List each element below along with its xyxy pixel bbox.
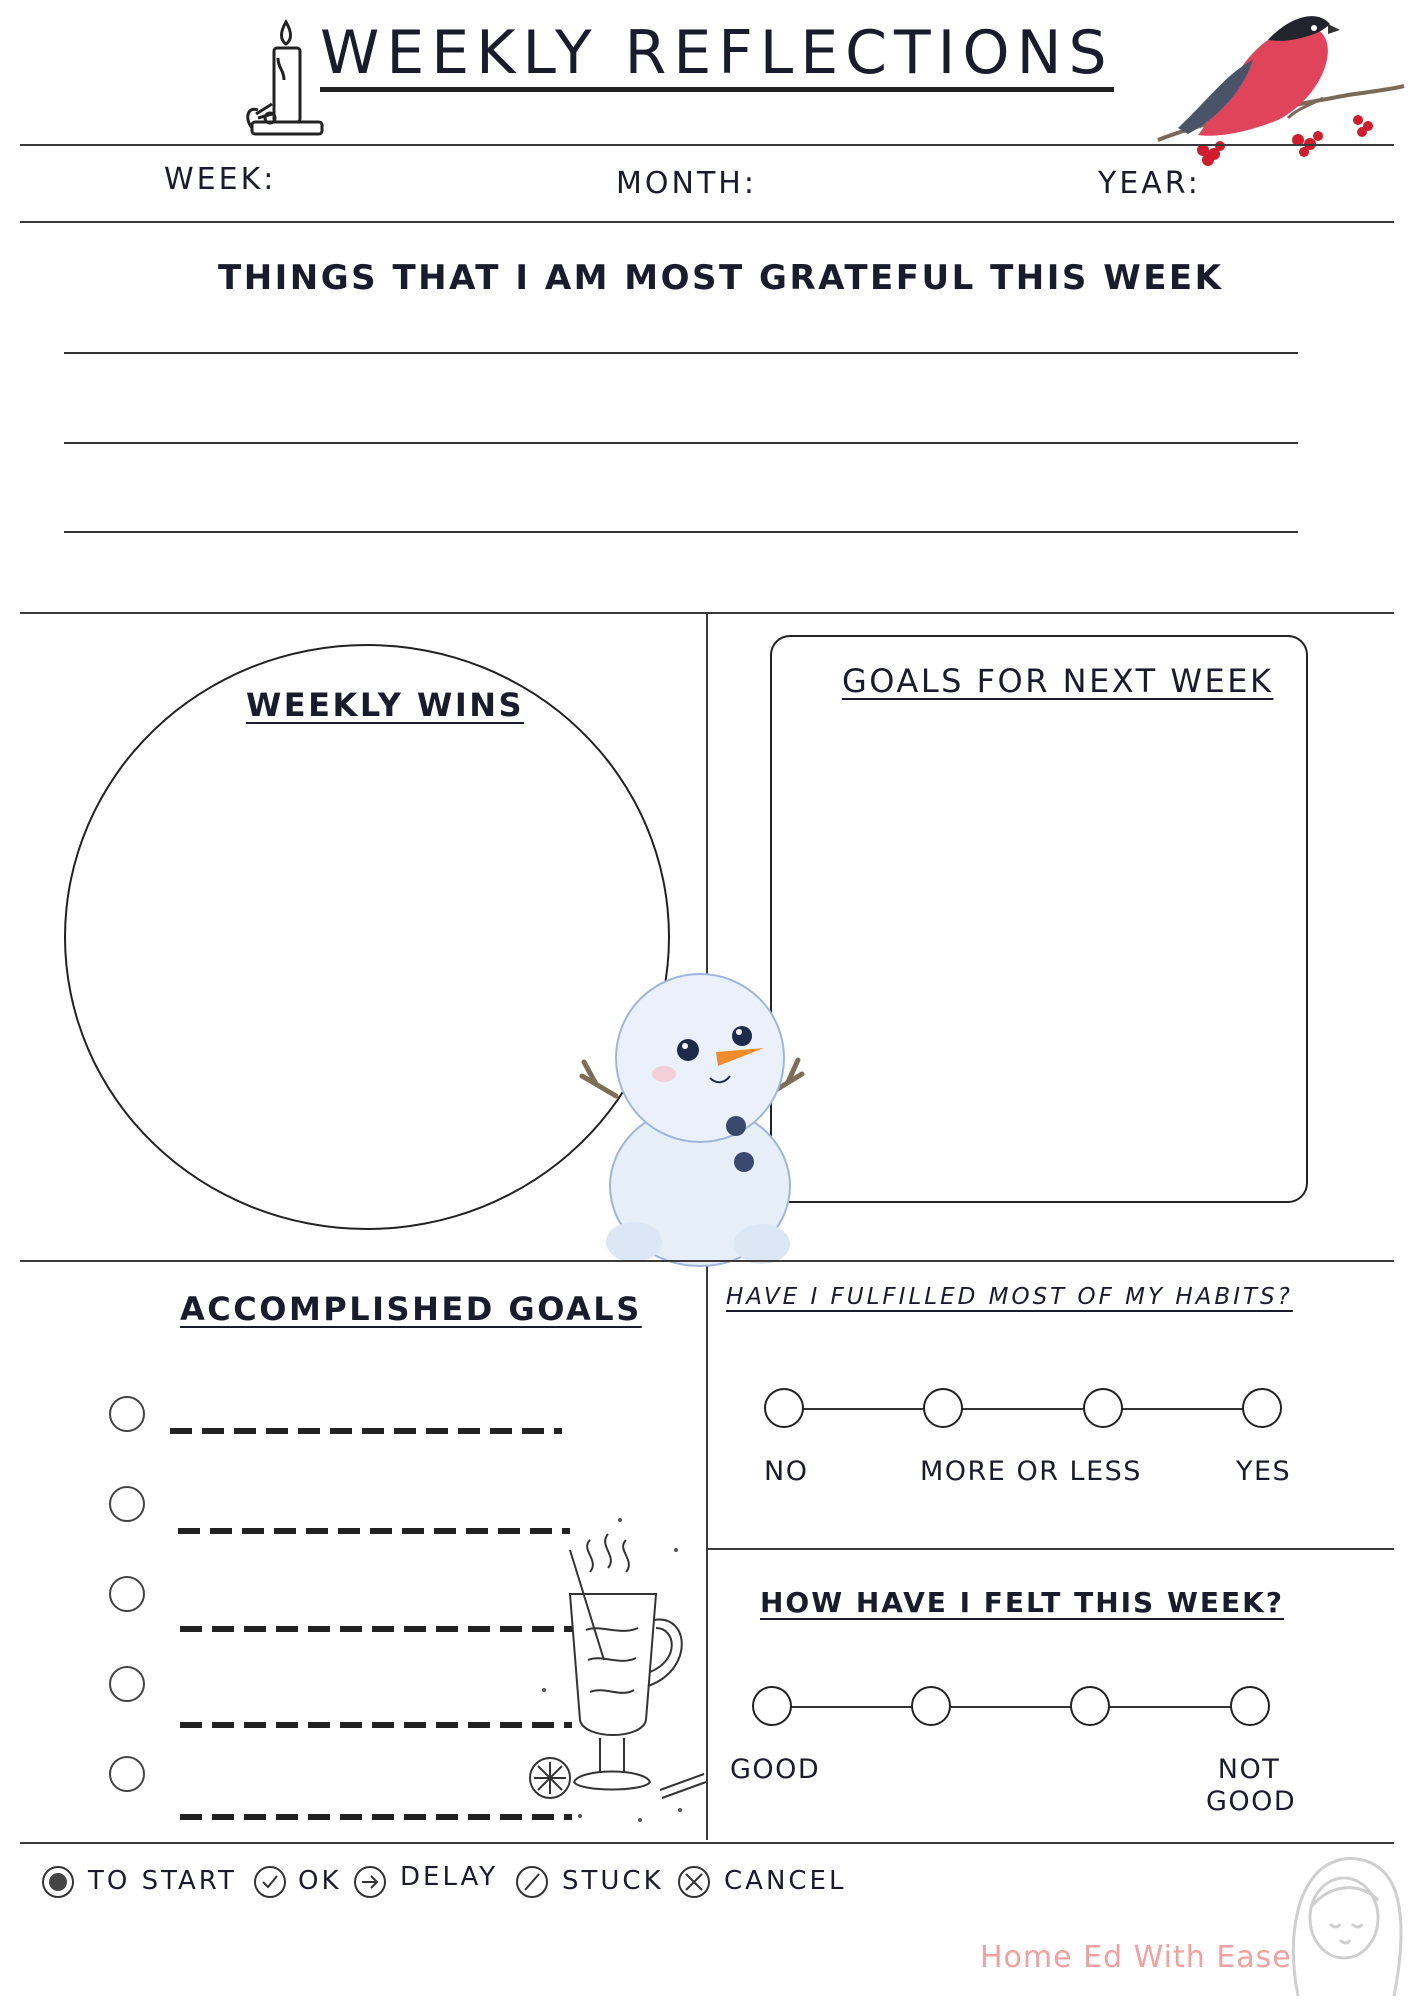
legend-cancel: CANCEL	[724, 1866, 847, 1896]
grateful-line-1[interactable]	[64, 352, 1298, 354]
goal-checkbox-2[interactable]	[109, 1486, 145, 1522]
goals-next-week-heading: GOALS FOR NEXT WEEK	[842, 662, 1274, 700]
goal-line-1[interactable]	[170, 1428, 562, 1434]
goal-checkbox-5[interactable]	[109, 1756, 145, 1792]
habits-label-no: NO	[764, 1456, 809, 1487]
cancel-x-icon	[678, 1866, 710, 1898]
habits-label-yes: YES	[1236, 1456, 1292, 1487]
legend-to-start: TO START	[88, 1866, 237, 1896]
weekly-wins-heading: WEEKLY WINS	[246, 686, 525, 724]
habits-divider	[708, 1548, 1394, 1550]
legend-stuck: STUCK	[562, 1866, 664, 1896]
middle-divider	[20, 1260, 1394, 1262]
ok-check-icon	[254, 1866, 286, 1898]
candle-icon	[244, 18, 330, 140]
month-label: MONTH:	[616, 166, 757, 201]
goal-checkbox-4[interactable]	[109, 1666, 145, 1702]
week-label: WEEK:	[164, 162, 277, 197]
grateful-heading: THINGS THAT I AM MOST GRATEFUL THIS WEEK	[218, 258, 1224, 298]
goal-checkbox-3[interactable]	[109, 1576, 145, 1612]
header-divider-bottom	[20, 221, 1394, 223]
page-title: WEEKLY REFLECTIONS	[320, 22, 1114, 92]
goal-line-3[interactable]	[180, 1626, 572, 1632]
feelings-option-3[interactable]	[1070, 1686, 1110, 1726]
feelings-scale-line	[772, 1706, 1250, 1708]
habits-question: HAVE I FULFILLED MOST OF MY HABITS?	[726, 1284, 1293, 1310]
habits-scale-line	[784, 1408, 1262, 1410]
habits-option-no[interactable]	[764, 1388, 804, 1428]
to-start-icon	[42, 1866, 74, 1898]
goal-line-2[interactable]	[178, 1528, 570, 1534]
habits-option-mid-high[interactable]	[1083, 1388, 1123, 1428]
bottom-divider	[20, 1842, 1394, 1844]
feelings-option-2[interactable]	[911, 1686, 951, 1726]
grateful-line-3[interactable]	[64, 531, 1298, 533]
habits-option-mid-low[interactable]	[923, 1388, 963, 1428]
legend-delay: DELAY	[400, 1862, 499, 1892]
goal-checkbox-1[interactable]	[109, 1396, 145, 1432]
habits-label-more-or-less: MORE OR LESS	[920, 1456, 1142, 1487]
goals-next-week-box[interactable]	[770, 635, 1308, 1203]
legend-ok: OK	[298, 1866, 342, 1896]
girl-portrait-watermark	[1278, 1836, 1410, 2000]
delay-arrow-icon	[354, 1866, 386, 1898]
year-label: YEAR:	[1098, 166, 1201, 201]
feelings-label-good: GOOD	[730, 1754, 821, 1785]
snowman-illustration	[576, 956, 816, 1268]
habits-option-yes[interactable]	[1242, 1388, 1282, 1428]
hot-drink-illustration	[520, 1510, 726, 1840]
feelings-option-4[interactable]	[1230, 1686, 1270, 1726]
brand-watermark: Home Ed With Ease	[980, 1940, 1292, 1975]
accomplished-goals-heading: ACCOMPLISHED GOALS	[180, 1290, 642, 1328]
grateful-line-2[interactable]	[64, 442, 1298, 444]
stuck-slash-icon	[516, 1866, 548, 1898]
goal-line-5[interactable]	[180, 1814, 572, 1820]
feelings-question: HOW HAVE I FELT THIS WEEK?	[760, 1586, 1285, 1619]
header-divider-top	[20, 144, 1394, 146]
feelings-option-1[interactable]	[752, 1686, 792, 1726]
goal-line-4[interactable]	[180, 1722, 572, 1728]
feelings-label-not-good: NOT GOOD	[1206, 1754, 1297, 1818]
